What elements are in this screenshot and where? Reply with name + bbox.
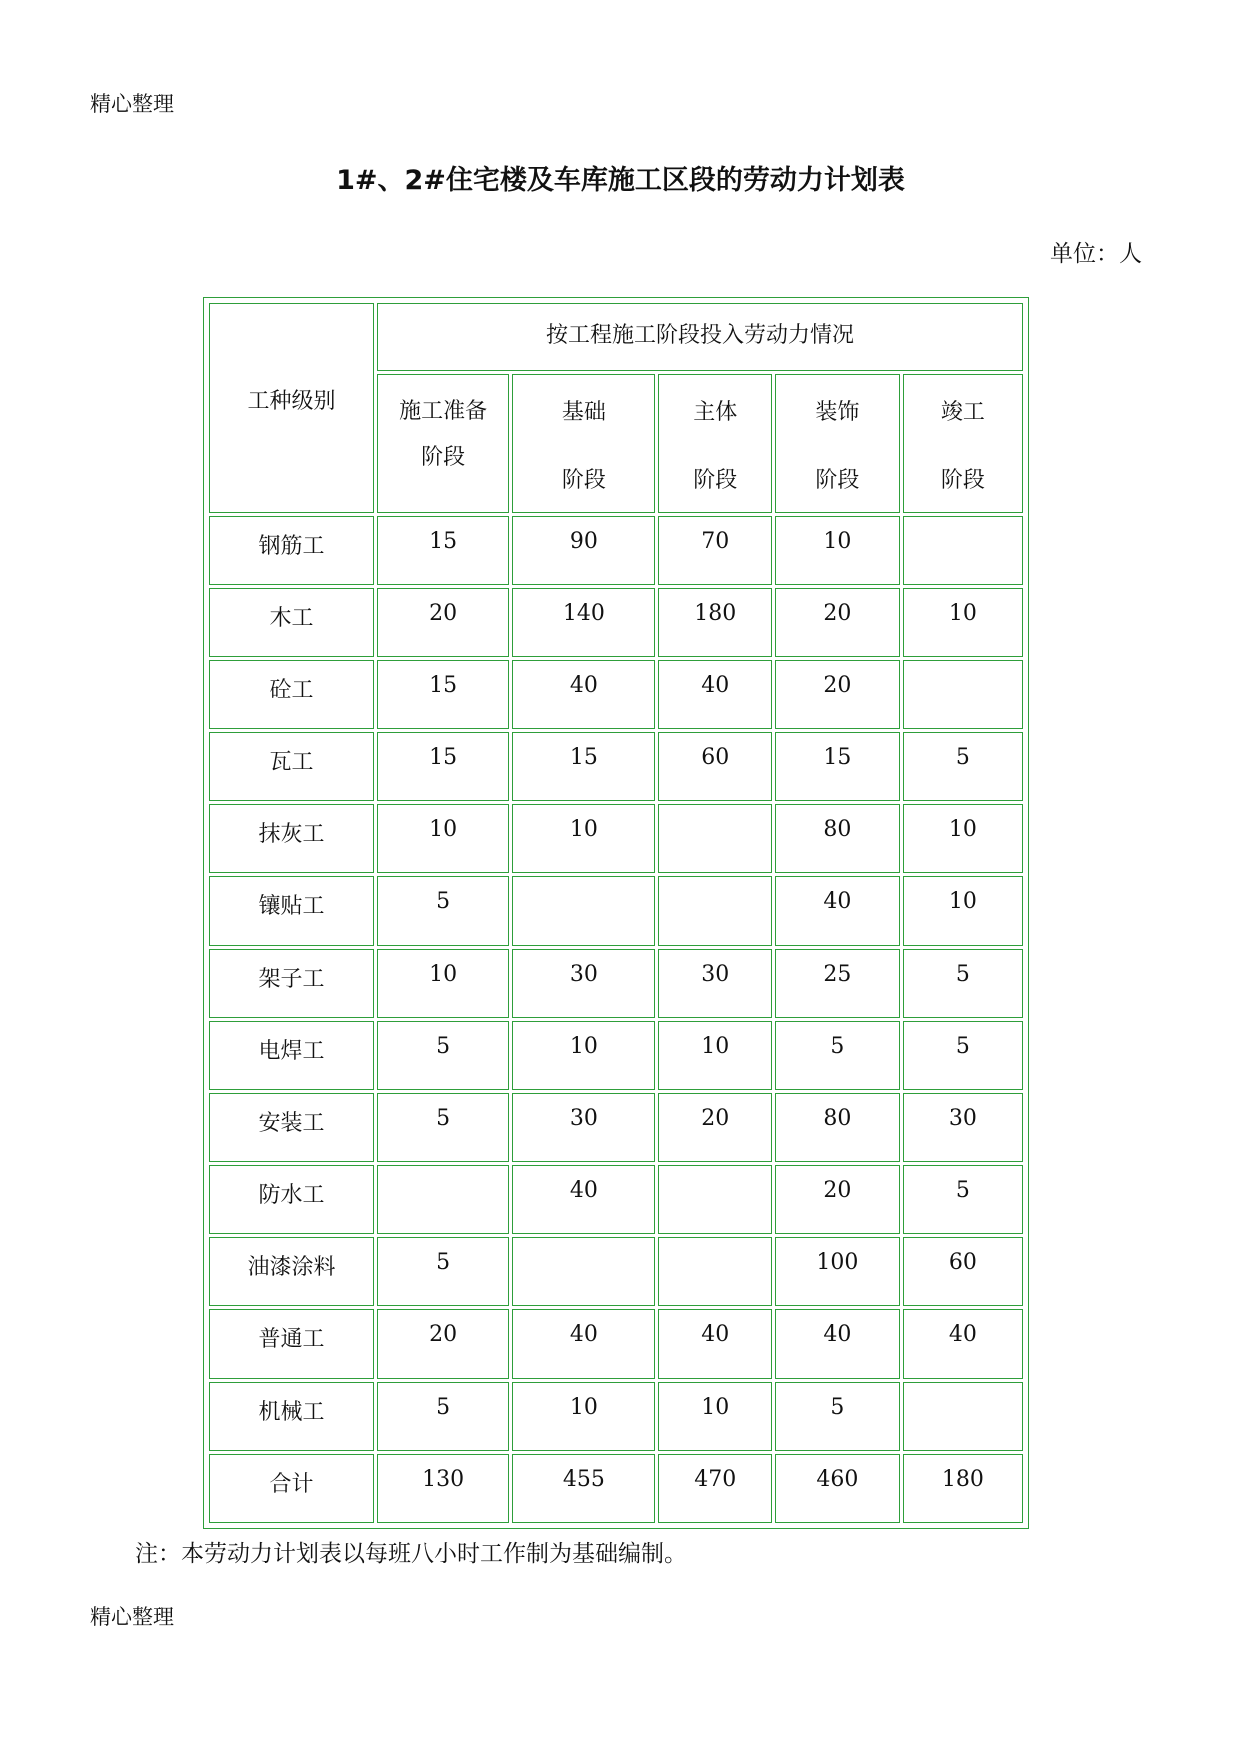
document-title: 1#、2#住宅楼及车库施工区段的劳动力计划表 (336, 165, 905, 196)
stage-header-structure (658, 374, 772, 512)
labor-plan-table-frame (203, 297, 1029, 1529)
labor-count-cell: 5 (377, 1382, 509, 1451)
labor-count-cell: 20 (377, 588, 509, 657)
labor-count-cell (658, 876, 772, 945)
labor-count-cell: 30 (658, 949, 772, 1018)
table-row (209, 949, 1023, 1018)
labor-count-cell: 30 (903, 1093, 1023, 1162)
labor-count-cell: 40 (512, 660, 655, 729)
table-row (209, 732, 1023, 801)
labor-count-cell: 20 (775, 660, 900, 729)
labor-count-cell: 100 (775, 1237, 900, 1306)
trade-name-cell: 电焊工 (209, 1021, 374, 1090)
table-row (209, 804, 1023, 873)
trade-name-cell: 木工 (209, 588, 374, 657)
labor-count-cell: 180 (658, 588, 772, 657)
trade-name-cell: 砼工 (209, 660, 374, 729)
labor-count-cell: 90 (512, 516, 655, 585)
labor-count-cell: 460 (775, 1454, 900, 1523)
labor-count-cell: 30 (512, 949, 655, 1018)
table-row (209, 660, 1023, 729)
trade-name-cell: 瓦工 (209, 732, 374, 801)
table-row (209, 876, 1023, 945)
labor-count-cell: 15 (512, 732, 655, 801)
header-watermark-text: 精心整理 (90, 92, 174, 116)
labor-count-cell: 10 (512, 1021, 655, 1090)
labor-count-cell: 30 (512, 1093, 655, 1162)
trade-name-cell: 防水工 (209, 1165, 374, 1234)
trade-name-cell: 安装工 (209, 1093, 374, 1162)
labor-count-cell (658, 1237, 772, 1306)
table-row (209, 1165, 1023, 1234)
labor-count-cell (903, 660, 1023, 729)
group-header-cell (377, 303, 1023, 371)
labor-count-cell: 5 (775, 1021, 900, 1090)
labor-count-cell: 60 (903, 1237, 1023, 1306)
labor-count-cell (512, 1237, 655, 1306)
labor-count-cell: 5 (903, 1021, 1023, 1090)
labor-count-cell: 15 (377, 660, 509, 729)
group-header-label: 按工程施工阶段投入劳动力情况 (546, 323, 855, 348)
labor-count-cell: 25 (775, 949, 900, 1018)
labor-count-cell: 130 (377, 1454, 509, 1523)
stage-header-line2: 阶段 (940, 468, 985, 494)
labor-count-cell (903, 516, 1023, 585)
stage-header-foundation (512, 374, 655, 512)
stage-header-completion (903, 374, 1023, 512)
labor-count-cell: 10 (377, 804, 509, 873)
labor-count-cell: 40 (512, 1309, 655, 1378)
stage-header-line2: 阶段 (561, 468, 606, 494)
labor-count-cell: 15 (775, 732, 900, 801)
stage-header-line2: 阶段 (693, 468, 738, 494)
labor-count-cell: 40 (775, 876, 900, 945)
table-row (209, 1021, 1023, 1090)
labor-count-cell: 10 (658, 1382, 772, 1451)
labor-count-cell: 70 (658, 516, 772, 585)
labor-count-cell: 10 (903, 876, 1023, 945)
labor-count-cell: 40 (903, 1309, 1023, 1378)
labor-count-cell: 60 (658, 732, 772, 801)
labor-plan-table (206, 300, 1026, 1526)
trade-name-cell: 油漆涂料 (209, 1237, 374, 1306)
labor-count-cell: 20 (775, 588, 900, 657)
trade-name-cell: 架子工 (209, 949, 374, 1018)
labor-count-cell: 10 (658, 1021, 772, 1090)
labor-count-cell: 40 (658, 1309, 772, 1378)
trade-name-cell: 镶贴工 (209, 876, 374, 945)
footer-watermark-text: 精心整理 (90, 1605, 174, 1629)
stage-header-prep (377, 374, 509, 512)
labor-count-cell: 180 (903, 1454, 1023, 1523)
table-row (209, 516, 1023, 585)
labor-count-cell: 40 (658, 660, 772, 729)
labor-count-cell: 5 (903, 732, 1023, 801)
labor-count-cell: 5 (903, 1165, 1023, 1234)
labor-count-cell: 140 (512, 588, 655, 657)
labor-count-cell: 20 (775, 1165, 900, 1234)
trade-name-cell: 抹灰工 (209, 804, 374, 873)
stage-header-line1: 装饰 (815, 400, 860, 426)
labor-count-cell: 10 (377, 949, 509, 1018)
stage-header-line1: 基础 (561, 400, 606, 426)
table-footnote: 注：本劳动力计划表以每班八小时工作制为基础编制。 (135, 1541, 687, 1567)
labor-count-cell: 10 (512, 1382, 655, 1451)
labor-count-cell: 5 (775, 1382, 900, 1451)
labor-count-cell: 10 (775, 516, 900, 585)
labor-count-cell: 5 (377, 1093, 509, 1162)
trade-name-cell: 合计 (209, 1454, 374, 1523)
labor-count-cell: 5 (377, 1237, 509, 1306)
stage-header-line2: 阶段 (421, 445, 466, 471)
labor-count-cell: 10 (903, 588, 1023, 657)
labor-count-cell: 5 (903, 949, 1023, 1018)
total-row (209, 1454, 1023, 1523)
table-row (209, 1093, 1023, 1162)
labor-count-cell: 10 (512, 804, 655, 873)
table-row (209, 1382, 1023, 1451)
labor-count-cell: 40 (775, 1309, 900, 1378)
labor-count-cell: 5 (377, 876, 509, 945)
labor-count-cell: 40 (512, 1165, 655, 1234)
labor-count-cell: 15 (377, 732, 509, 801)
table-row (209, 1237, 1023, 1306)
stage-header-decoration (775, 374, 900, 512)
labor-count-cell (512, 876, 655, 945)
labor-count-cell: 80 (775, 804, 900, 873)
trade-name-cell: 普通工 (209, 1309, 374, 1378)
labor-count-cell (658, 804, 772, 873)
corner-header-label: 工种级别 (247, 389, 336, 414)
labor-count-cell (377, 1165, 509, 1234)
stage-header-line1: 竣工 (940, 400, 985, 426)
labor-count-cell: 20 (658, 1093, 772, 1162)
labor-count-cell: 80 (775, 1093, 900, 1162)
labor-count-cell (658, 1165, 772, 1234)
trade-name-cell: 钢筋工 (209, 516, 374, 585)
table-row (209, 588, 1023, 657)
labor-count-cell: 10 (903, 804, 1023, 873)
trade-name-cell: 机械工 (209, 1382, 374, 1451)
unit-label: 单位：人 (1050, 241, 1142, 267)
labor-count-cell: 5 (377, 1021, 509, 1090)
stage-header-line1: 施工准备 (399, 399, 488, 425)
labor-count-cell: 20 (377, 1309, 509, 1378)
stage-header-line2: 阶段 (815, 468, 860, 494)
labor-count-cell: 15 (377, 516, 509, 585)
table-row (209, 1309, 1023, 1378)
labor-count-cell: 455 (512, 1454, 655, 1523)
stage-header-line1: 主体 (693, 400, 738, 426)
labor-count-cell (903, 1382, 1023, 1451)
labor-count-cell: 470 (658, 1454, 772, 1523)
corner-header-cell (209, 303, 374, 513)
